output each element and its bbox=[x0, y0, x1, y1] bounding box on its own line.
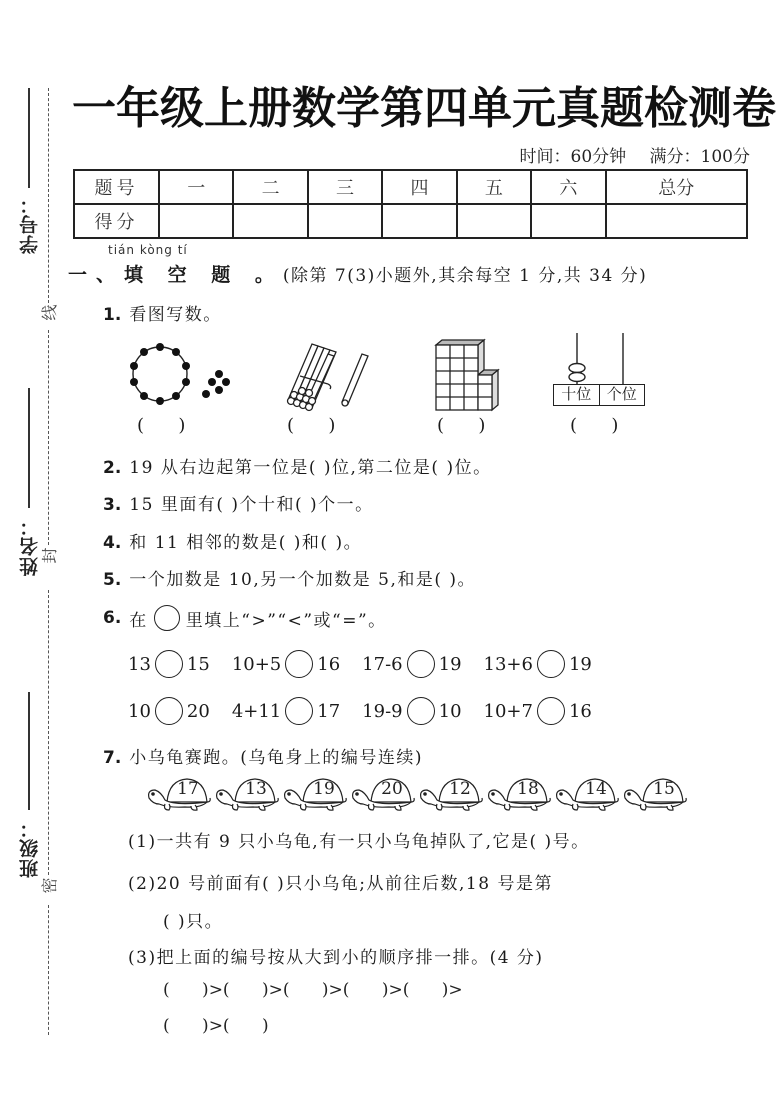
question-number: 3. bbox=[103, 495, 122, 515]
score-input-cell[interactable] bbox=[382, 204, 456, 238]
full-score: 满分：100分 bbox=[649, 147, 750, 167]
question-4 bbox=[103, 528, 362, 553]
answer-blank[interactable]: ( ) bbox=[570, 415, 619, 436]
right-operand: 16 bbox=[568, 700, 592, 722]
right-operand: 19 bbox=[568, 653, 592, 675]
right-operand: 20 bbox=[186, 700, 210, 722]
section-note: (除第 7(3)小题外,其余每空 1 分,共 34 分) bbox=[282, 266, 648, 286]
binding-dashed-line bbox=[48, 330, 49, 545]
seal-char-line: 线 bbox=[41, 304, 57, 323]
compare-circle-input[interactable] bbox=[155, 650, 183, 678]
left-operand: 4+11 bbox=[231, 700, 282, 722]
question-6 bbox=[103, 605, 387, 631]
sticks-bundle-icon bbox=[282, 330, 372, 412]
question-2 bbox=[103, 453, 492, 478]
binding-dashed-line bbox=[48, 905, 49, 1035]
left-operand: 10+7 bbox=[483, 700, 533, 722]
question-5 bbox=[103, 565, 476, 590]
question-text: 里填上“>”“<”或“=”。 bbox=[185, 610, 387, 631]
comparison-item bbox=[484, 697, 592, 725]
answer-blank[interactable]: ( ) bbox=[137, 415, 186, 436]
page-title: 一年级上册数学第四单元真题检测卷 bbox=[72, 83, 776, 134]
question-3 bbox=[103, 490, 374, 515]
student-id-underline[interactable] bbox=[28, 88, 30, 188]
compare-circle-input[interactable] bbox=[155, 697, 183, 725]
class-label: 班级： bbox=[18, 818, 41, 878]
score-input-cell[interactable] bbox=[233, 204, 307, 238]
question-7 bbox=[103, 743, 423, 768]
question-number: 2. bbox=[103, 458, 122, 478]
turtle-icon bbox=[417, 776, 483, 812]
question-number: 1. bbox=[103, 305, 122, 325]
question-text[interactable]: 15 里面有( )个十和( )个一。 bbox=[129, 495, 374, 515]
exam-meta bbox=[520, 142, 751, 167]
comparison-row bbox=[128, 697, 614, 725]
score-table-cell: 四 bbox=[382, 170, 456, 204]
score-table-cell: 总分 bbox=[606, 170, 747, 204]
ordering-blanks[interactable]: ( )>( )>( )>( )>( )> bbox=[163, 980, 463, 1000]
compare-circle-input[interactable] bbox=[407, 697, 435, 725]
seal-char-seal: 封 bbox=[41, 547, 57, 566]
score-table-cell: 三 bbox=[308, 170, 382, 204]
turtle-icon bbox=[553, 776, 619, 812]
student-id-label: 学号： bbox=[18, 194, 41, 254]
turtle-number: 17 bbox=[177, 779, 199, 799]
turtle-icon bbox=[213, 776, 279, 812]
score-table-header-row bbox=[74, 170, 747, 204]
turtle-number: 18 bbox=[517, 779, 539, 799]
abacus-icon bbox=[553, 333, 645, 407]
question-7-part-2[interactable]: (2)20 号前面有( )只小乌龟;从前往后数,18 号是第 bbox=[128, 874, 553, 894]
right-operand: 15 bbox=[186, 653, 210, 675]
class-underline[interactable] bbox=[28, 692, 30, 810]
score-table-cell: 五 bbox=[457, 170, 531, 204]
cubes-block-icon bbox=[432, 337, 502, 413]
comparison-item bbox=[232, 697, 340, 725]
compare-circle-input[interactable] bbox=[285, 650, 313, 678]
turtle-number: 15 bbox=[653, 779, 675, 799]
section-title: 一、填 空 题 。 bbox=[68, 264, 283, 286]
score-table-score-row bbox=[74, 204, 747, 238]
left-operand: 13+6 bbox=[483, 653, 533, 675]
comparison-item bbox=[128, 650, 210, 678]
left-operand: 17-6 bbox=[362, 653, 403, 675]
right-operand: 17 bbox=[317, 700, 341, 722]
question-text[interactable]: 19 从右边起第一位是( )位,第二位是( )位。 bbox=[129, 458, 492, 478]
turtle-icon bbox=[145, 776, 211, 812]
question-7-part-3: (3)把上面的编号按从大到小的顺序排一排。(4 分) bbox=[128, 948, 544, 968]
score-table-cell: 一 bbox=[159, 170, 233, 204]
left-operand: 19-9 bbox=[362, 700, 403, 722]
right-operand: 19 bbox=[438, 653, 462, 675]
tens-place-label: 十位 bbox=[554, 385, 600, 405]
comparison-item bbox=[362, 650, 461, 678]
turtle-icon bbox=[349, 776, 415, 812]
right-operand: 16 bbox=[317, 653, 341, 675]
turtle-number: 12 bbox=[449, 779, 471, 799]
score-input-cell[interactable] bbox=[531, 204, 605, 238]
student-name-label: 姓名： bbox=[18, 516, 41, 576]
question-number: 6. bbox=[103, 608, 122, 628]
turtle-icon bbox=[281, 776, 347, 812]
left-operand: 10+5 bbox=[231, 653, 282, 675]
student-id-field bbox=[14, 88, 44, 254]
circle-icon bbox=[154, 605, 180, 631]
score-table bbox=[73, 169, 748, 239]
answer-blank[interactable]: ( ) bbox=[287, 415, 336, 436]
question-7-part-1[interactable]: (1)一共有 9 只小乌龟,有一只小乌龟掉队了,它是( )号。 bbox=[128, 832, 590, 852]
answer-blank[interactable]: ( ) bbox=[437, 415, 486, 436]
section-pinyin: tián kòng tí bbox=[108, 243, 188, 257]
comparison-row bbox=[128, 650, 614, 678]
compare-circle-input[interactable] bbox=[285, 697, 313, 725]
student-name-underline[interactable] bbox=[28, 388, 30, 508]
question-text: 小乌龟赛跑。(乌龟身上的编号连续) bbox=[129, 748, 424, 768]
student-name-field bbox=[14, 388, 44, 576]
score-table-cell: 得分 bbox=[74, 204, 159, 238]
right-operand: 10 bbox=[438, 700, 462, 722]
left-operand: 13 bbox=[128, 653, 151, 675]
question-text[interactable]: 和 11 相邻的数是( )和( )。 bbox=[129, 533, 363, 553]
question-text: 在 bbox=[129, 610, 148, 631]
class-field bbox=[14, 692, 44, 878]
comparison-item bbox=[128, 697, 210, 725]
score-input-cell[interactable] bbox=[159, 204, 233, 238]
question-text[interactable]: 一个加数是 10,另一个加数是 5,和是( )。 bbox=[129, 570, 477, 590]
turtle-number: 13 bbox=[245, 779, 267, 799]
question-number: 7. bbox=[103, 748, 122, 768]
turtle-icon bbox=[621, 776, 687, 812]
dots-ring-icon bbox=[126, 338, 236, 410]
score-input-cell[interactable] bbox=[457, 204, 531, 238]
question-text: 看图写数。 bbox=[129, 305, 222, 325]
comparison-item bbox=[232, 650, 340, 678]
left-operand: 10 bbox=[128, 700, 151, 722]
turtle-number: 20 bbox=[381, 779, 403, 799]
section-heading bbox=[68, 260, 647, 287]
compare-circle-input[interactable] bbox=[537, 650, 565, 678]
score-table-cell: 题号 bbox=[74, 170, 159, 204]
compare-circle-input[interactable] bbox=[537, 697, 565, 725]
question-7-part-2-cont[interactable]: ( )只。 bbox=[163, 912, 224, 932]
turtle-number: 19 bbox=[313, 779, 335, 799]
question-1 bbox=[103, 300, 222, 325]
score-table-cell: 六 bbox=[531, 170, 605, 204]
score-table-cell: 二 bbox=[233, 170, 307, 204]
binding-dashed-line bbox=[48, 590, 49, 875]
question-number: 5. bbox=[103, 570, 122, 590]
score-input-cell[interactable] bbox=[308, 204, 382, 238]
score-input-cell[interactable] bbox=[606, 204, 747, 238]
binding-dashed-line bbox=[48, 88, 49, 303]
ones-place-label: 个位 bbox=[606, 385, 637, 403]
question-number: 4. bbox=[103, 533, 122, 553]
turtle-row bbox=[145, 776, 687, 812]
seal-char-secret: 密 bbox=[41, 877, 57, 896]
comparison-item bbox=[484, 650, 592, 678]
turtle-number: 14 bbox=[585, 779, 607, 799]
turtle-icon bbox=[485, 776, 551, 812]
comparison-item bbox=[362, 697, 461, 725]
compare-circle-input[interactable] bbox=[407, 650, 435, 678]
time-limit: 时间：60分钟 bbox=[519, 147, 627, 167]
ordering-blanks[interactable]: ( )>( ) bbox=[163, 1016, 269, 1036]
